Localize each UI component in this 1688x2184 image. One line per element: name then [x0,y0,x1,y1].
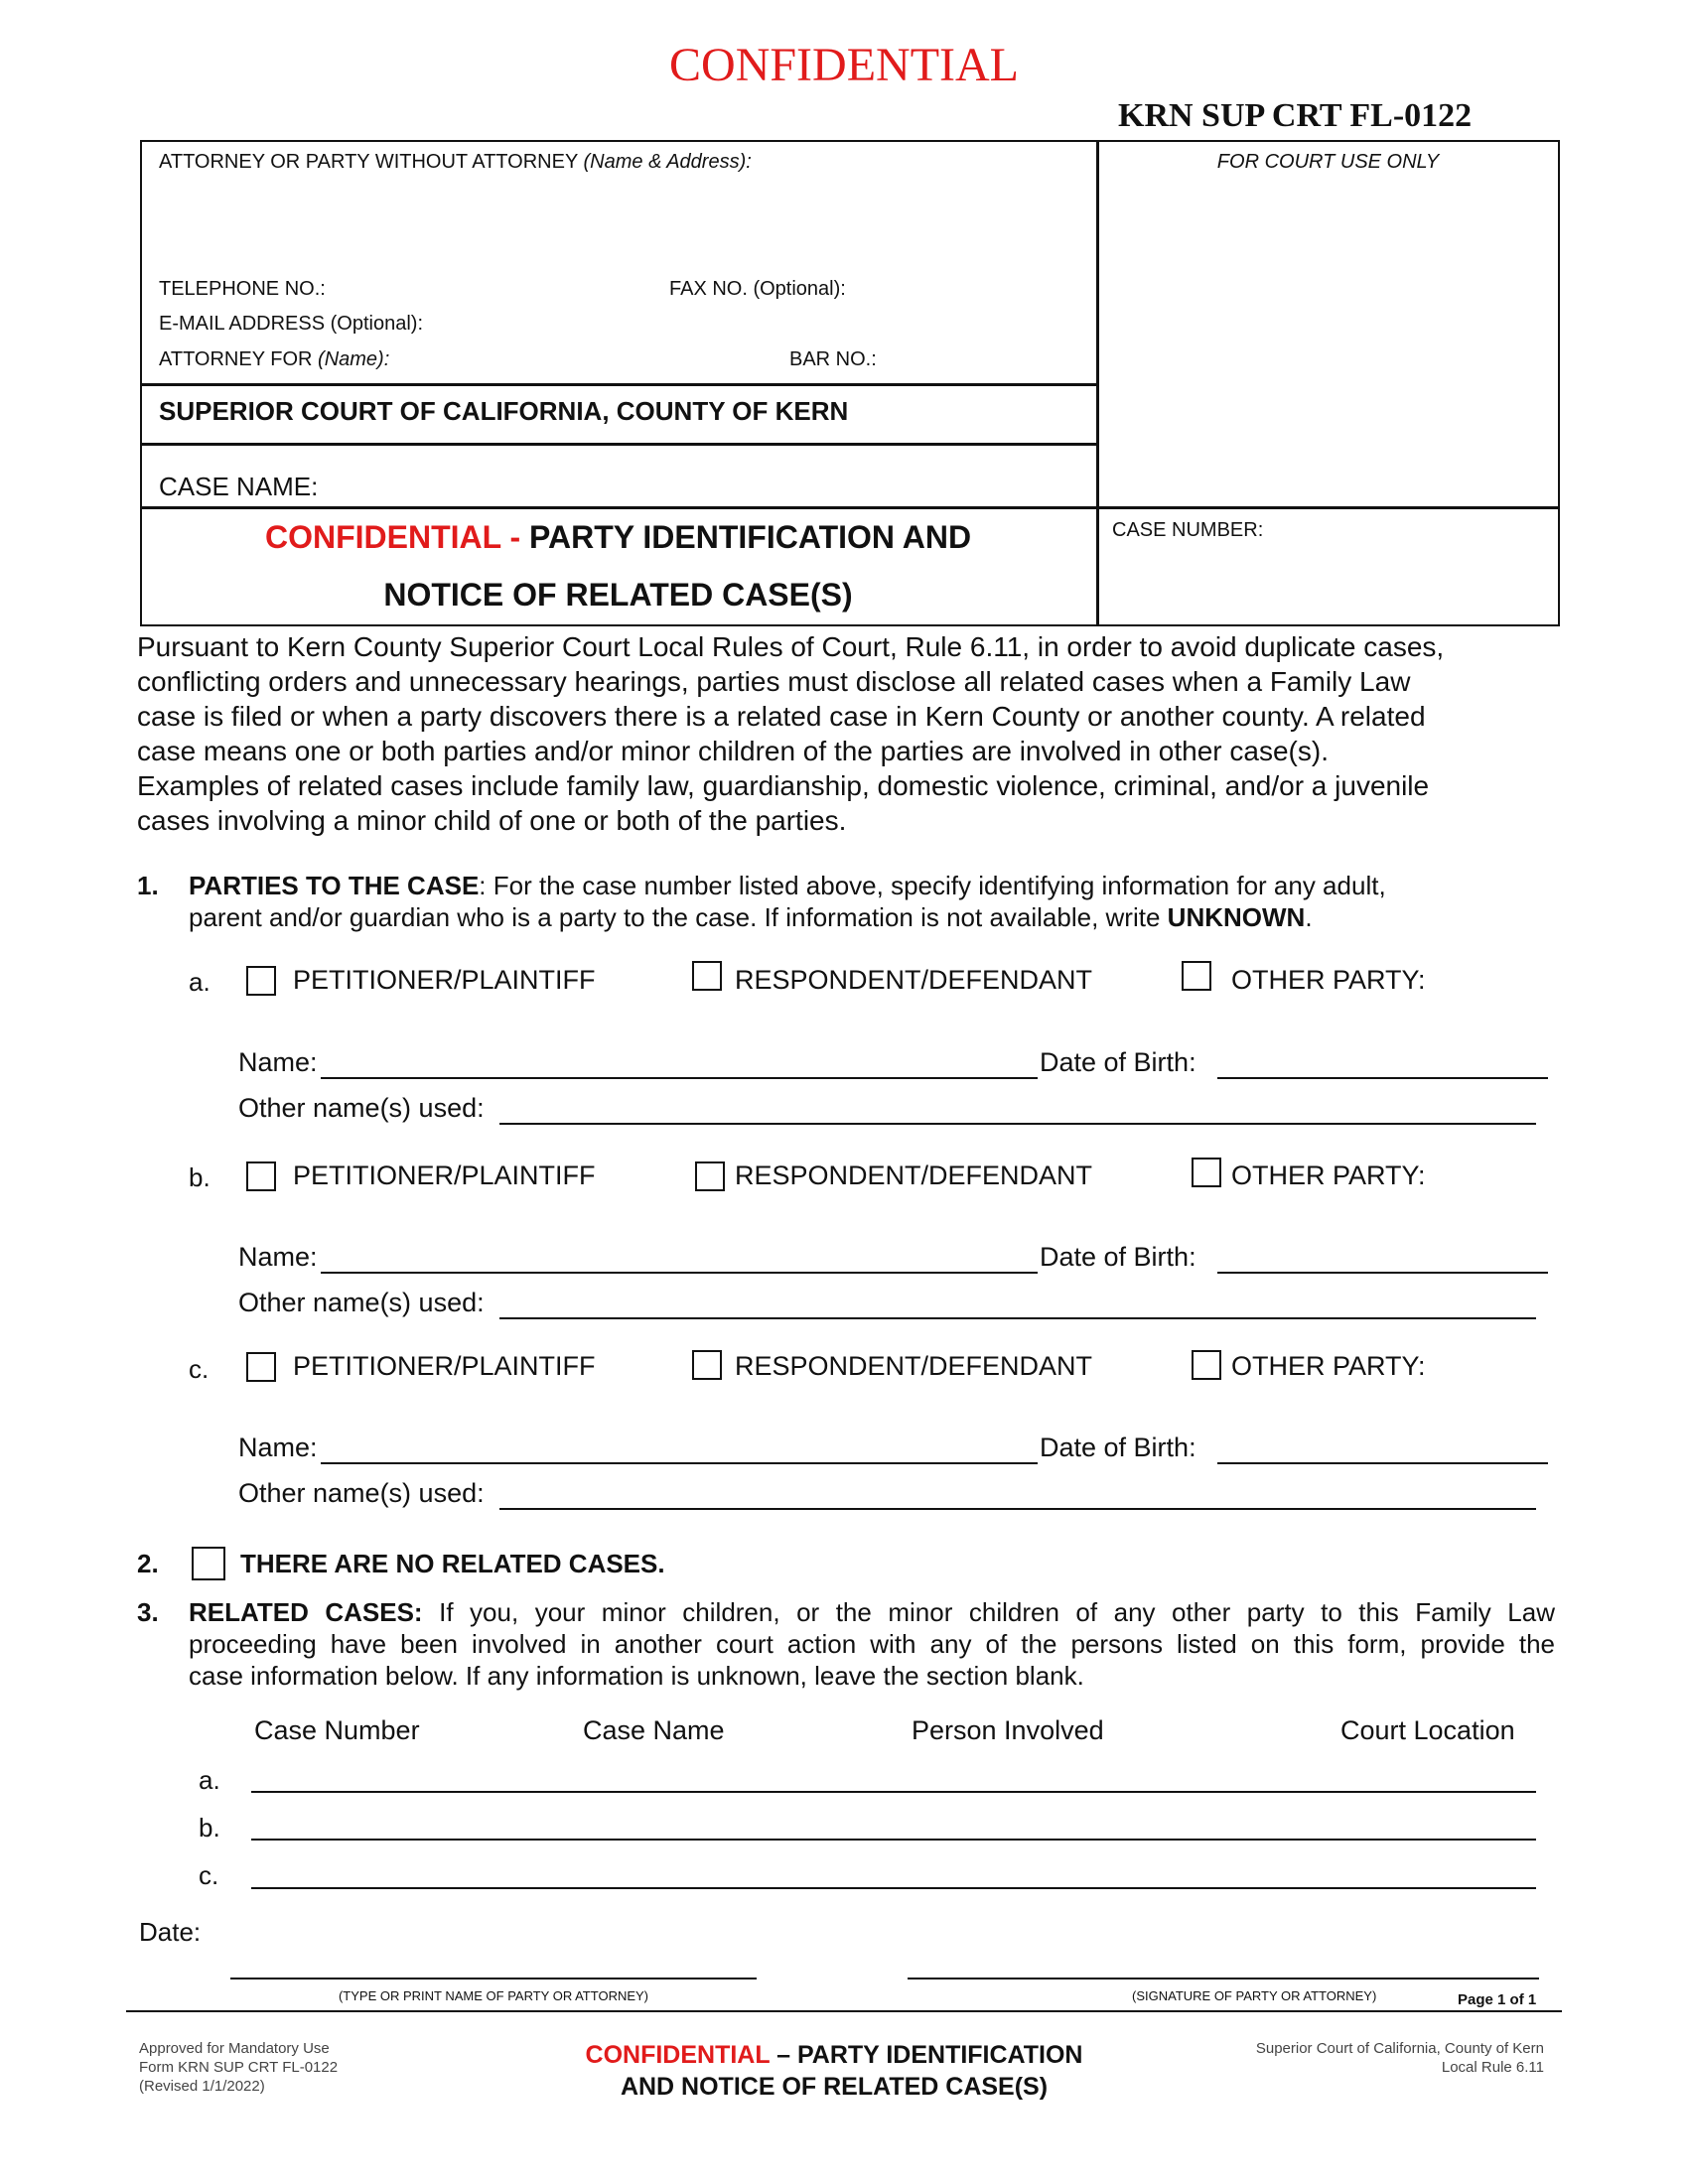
party-a-respondent-checkbox[interactable] [692,961,722,991]
party-a-name-label: Name: [238,1047,318,1077]
section1-line1: PARTIES TO THE CASE: For the case number listed above, specify identifying information for any adult, [189,871,1386,900]
no-related-cases-checkbox[interactable] [192,1547,225,1580]
footer-divider [126,2010,1562,2012]
party-c-other-names-label: Other name(s) used: [238,1478,485,1508]
intro-line: case means one or both parties and/or minor children of the parties are involved in other case(s). [137,736,1329,766]
case-number-label: CASE NUMBER: [1112,519,1264,541]
party-c-other-label: OTHER PARTY: [1231,1351,1426,1381]
party-b-dob-label: Date of Birth: [1040,1242,1196,1272]
party-b-petitioner-label: PETITIONER/PLAINTIFF [293,1160,596,1190]
party-a-dob-label: Date of Birth: [1040,1047,1196,1077]
intro-line: Pursuant to Kern County Superior Court Local Rules of Court, Rule 6.11, in order to avoid duplicate cases, [137,631,1445,662]
footer-title-line1: CONFIDENTIAL – PARTY IDENTIFICATION [585,2041,1083,2069]
column-case-name: Case Name [583,1715,725,1745]
party-b-respondent-checkbox[interactable] [695,1161,725,1191]
party-c-name-label: Name: [238,1433,318,1462]
party-b-name-field[interactable] [321,1272,1038,1274]
date-label: Date: [139,1917,202,1947]
party-c-petitioner-label: PETITIONER/PLAINTIFF [293,1351,596,1381]
related-row-a-field[interactable] [251,1791,1536,1793]
caption-vertical-divider [1096,140,1099,626]
column-case-number: Case Number [254,1715,420,1745]
footer-right-line: Superior Court of California, County of Kern [1255,2040,1544,2057]
party-b-petitioner-checkbox[interactable] [246,1161,276,1191]
form-title-line1: CONFIDENTIAL - PARTY IDENTIFICATION AND [264,519,972,555]
signature-field[interactable] [908,1978,1539,1979]
form-title-line2: NOTICE OF RELATED CASE(S) [383,577,853,613]
party-a-other-label: OTHER PARTY: [1231,965,1426,995]
party-c-respondent-label: RESPONDENT/DEFENDANT [735,1351,1093,1381]
party-c-letter: c. [189,1354,210,1384]
section3-line2: proceeding have been involved in another court action with any of the persons listed on this form, provide the [189,1629,1555,1659]
footer-right [1142,2039,1544,2077]
party-c-petitioner-checkbox[interactable] [246,1352,276,1382]
footer-left [139,2039,338,2096]
footer-left-line: Form KRN SUP CRT FL-0122 [139,2059,339,2076]
intro-line: cases involving a minor child of one or both of the parties. [137,805,847,836]
column-person-involved: Person Involved [912,1715,1104,1745]
related-row-b-letter: b. [199,1813,220,1843]
party-a-other-names-label: Other name(s) used: [238,1093,485,1123]
party-b-other-names-label: Other name(s) used: [238,1288,485,1317]
page-number: Page 1 of 1 [1458,1991,1537,2008]
party-a-other-checkbox[interactable] [1182,961,1211,991]
party-a-petitioner-label: PETITIONER/PLAINTIFF [293,965,596,995]
party-a-letter: a. [189,967,211,997]
attorney-label: ATTORNEY OR PARTY WITHOUT ATTORNEY (Name & Address): [159,151,752,173]
intro-line: conflicting orders and unnecessary hearings, parties must disclose all related cases when a Family Law [137,666,1411,697]
party-a-dob-field[interactable] [1217,1077,1548,1079]
related-row-a-letter: a. [199,1765,220,1795]
signature-caption: (SIGNATURE OF PARTY OR ATTORNEY) [1132,1988,1377,2003]
section2-number: 2. [137,1549,159,1578]
party-a-petitioner-checkbox[interactable] [246,966,276,996]
party-c-respondent-checkbox[interactable] [692,1350,722,1380]
caption-divider [140,383,1096,386]
print-name-caption: (TYPE OR PRINT NAME OF PARTY OR ATTORNEY) [338,1988,649,2003]
intro-paragraph [137,629,1444,838]
party-b-other-names-field[interactable] [499,1317,1536,1319]
party-b-dob-field[interactable] [1217,1272,1548,1274]
footer-right-line: Local Rule 6.11 [1441,2059,1544,2076]
court-use-label: FOR COURT USE ONLY [1216,151,1440,173]
footer-title-line2: AND NOTICE OF RELATED CASE(S) [620,2073,1049,2101]
related-row-c-letter: c. [199,1860,219,1890]
attorney-for-label: ATTORNEY FOR (Name): [159,348,390,370]
party-b-letter: b. [189,1162,211,1192]
party-a-name-field[interactable] [321,1077,1038,1079]
party-c-other-checkbox[interactable] [1192,1350,1221,1380]
bar-no-label: BAR NO.: [789,348,877,370]
column-court-location: Court Location [1340,1715,1515,1745]
telephone-label: TELEPHONE NO.: [159,278,326,300]
footer-left-line: (Revised 1/1/2022) [139,2078,265,2095]
party-c-dob-label: Date of Birth: [1040,1433,1196,1462]
case-name-label: CASE NAME: [159,472,319,501]
footer-title [447,2039,1221,2103]
intro-line: Examples of related cases include family law, guardianship, domestic violence, criminal, and/or a juvenile [137,770,1430,801]
no-related-cases-label: THERE ARE NO RELATED CASES. [240,1549,665,1578]
party-c-dob-field[interactable] [1217,1462,1548,1464]
party-a-other-names-field[interactable] [499,1123,1536,1125]
intro-line: case is filed or when a party discovers there is a related case in Kern County or another county. A related [137,701,1426,732]
related-row-b-field[interactable] [251,1839,1536,1841]
section1-line2: parent and/or guardian who is a party to the case. If information is not available, write UNKNOWN. [189,902,1313,932]
party-b-other-checkbox[interactable] [1192,1158,1221,1187]
section1-number: 1. [137,871,159,900]
section3-line3: case information below. If any information is unknown, leave the section blank. [189,1661,1084,1691]
party-c-name-field[interactable] [321,1462,1038,1464]
confidential-header: CONFIDENTIAL [669,39,1019,91]
party-c-other-names-field[interactable] [499,1508,1536,1510]
party-b-other-label: OTHER PARTY: [1231,1160,1426,1190]
section3-number: 3. [137,1597,159,1627]
footer-left-line: Approved for Mandatory Use [139,2040,330,2057]
related-row-c-field[interactable] [251,1887,1536,1889]
caption-divider [140,443,1096,446]
party-b-respondent-label: RESPONDENT/DEFENDANT [735,1160,1093,1190]
print-name-field[interactable] [230,1978,757,1979]
party-b-name-label: Name: [238,1242,318,1272]
form-id: KRN SUP CRT FL-0122 [1118,97,1473,134]
email-label: E-MAIL ADDRESS (Optional): [159,313,424,335]
court-name: SUPERIOR COURT OF CALIFORNIA, COUNTY OF KERN [159,396,849,426]
section3-line1: RELATED CASES: If you, your minor children, or the minor children of any other party to this Family Law [189,1597,1556,1627]
caption-divider [140,506,1560,509]
fax-label: FAX NO. (Optional): [669,278,846,300]
party-a-respondent-label: RESPONDENT/DEFENDANT [735,965,1093,995]
